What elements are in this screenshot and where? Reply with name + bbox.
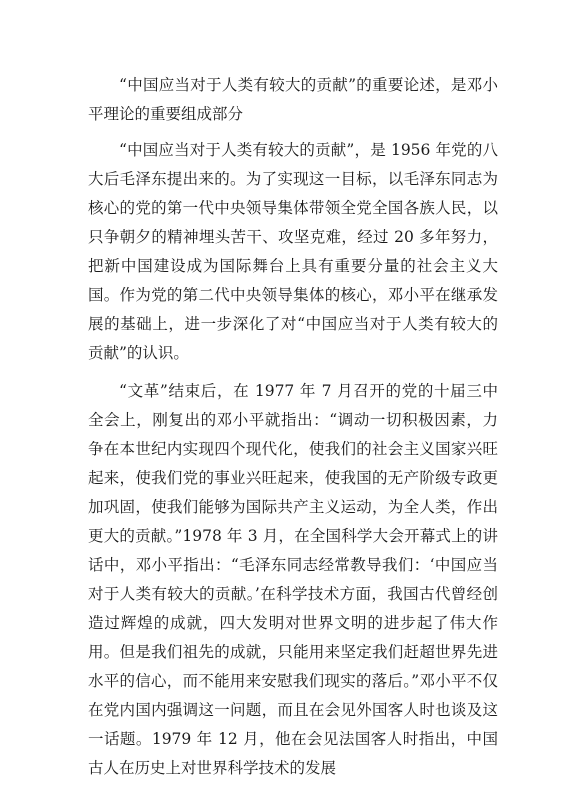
document-body [88,71,498,792]
section-heading: “中国应当对于人类有较大的贡献”的重要论述，是邓小平理论的重要组成部分 [88,76,498,123]
paragraph: “文革”结束后，在 1977 年 7 月召开的党的十届三中全会上，刚复出的邓小平就指出：“调动一切积极因素，力争在本世纪内实现四个现代化，使我们的社会主义国家兴旺起来，使我们党的事业兴旺起来，使我国的无产阶级专政更加巩固，使我们能够为国际共产主义运动，为全人类，作出更大的贡献。”1978 年 3 月，在全国科学大会开幕式上的讲话中，邓小平指出：“毛泽东同志经常教导我们：‘中国应当对于人类有较大的贡献。’在科学技术方面，我国古代曾经创造过辉煌的成就，四大发明对世界文明的进步起了伟大作用。但是我们祖先的成就，只能用来坚定我们赶超世界先进水平的信心，而不能用来安慰我们现实的落后。”邓小平不仅在党内国内强调这一问题，而且在会见外国客人时也谈及这一话题。1979 年 12 月，他在会见法国客人时指出，中国古人在历史上对世界科学技术的发展 [88,382,498,777]
paragraph: “中国应当对于人类有较大的贡献”，是 1956 年党的八大后毛泽东提出来的。为了实现这一目标，以毛泽东同志为核心的党的第一代中央领导集体带领全党全国各族人民，以只争朝夕的精神埋头苦干、攻坚克难，经过 20 多年努力，把新中国建设成为国际舞台上具有重要分量的社会主义大国。作为党的第二代中央领导集体的核心，邓小平在继承发展的基础上，进一步深化了对“中国应当对于人类有较大的贡献”的认识。 [88,141,498,362]
